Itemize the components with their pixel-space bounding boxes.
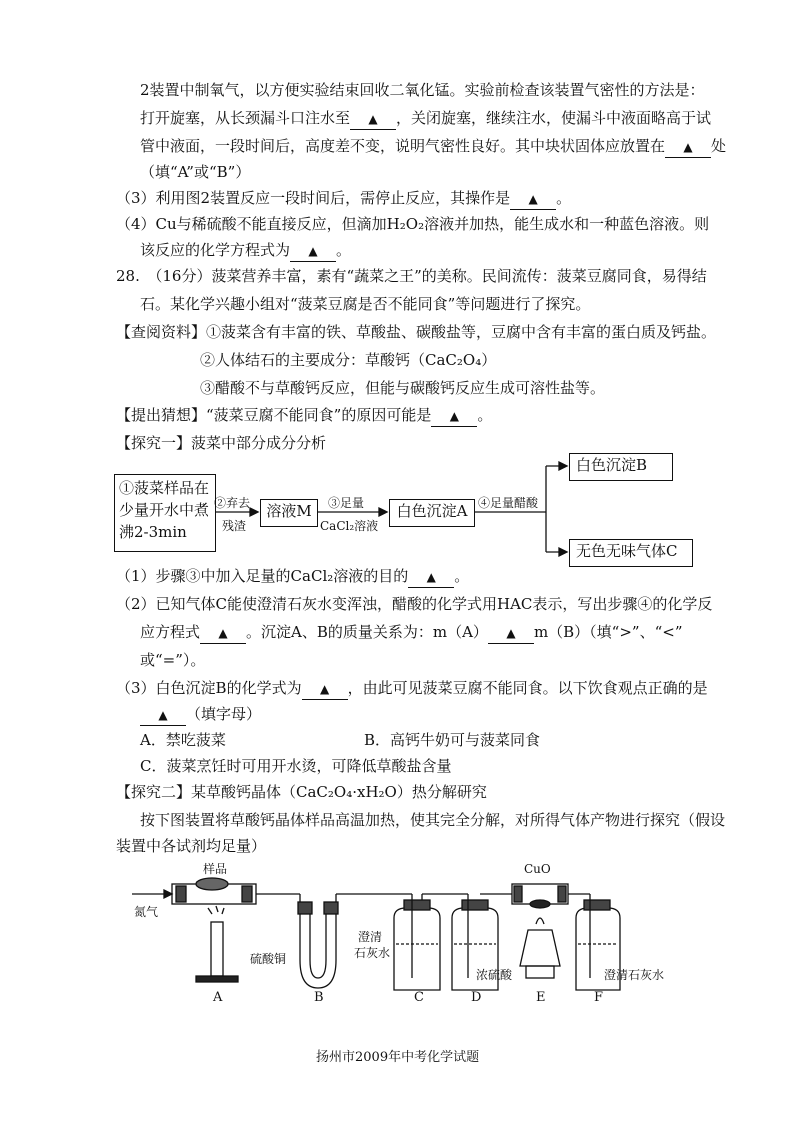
label-nitrogen: 氮气 xyxy=(134,905,159,919)
option-a: A．禁吃菠菜 xyxy=(140,731,226,749)
text-line: （填“A”或“B”） xyxy=(140,163,251,181)
text-line: 2装置中制氧气，以方便实验结束回收二氧化锰。实验前检查该装置气密性的方法是： xyxy=(140,81,705,99)
text-line: （3）利用图2装置反应一段时间后，需停止反应，其操作是 ▲ 。 xyxy=(116,188,571,210)
text-line: 按下图装置将草酸钙晶体样品高温加热，使其完全分解，对所得气体产物进行探究（假设 xyxy=(140,811,726,829)
answer-blank[interactable]: ▲ xyxy=(290,240,336,262)
flow-precipitate-a: 白色沉淀A xyxy=(389,499,475,527)
option-b: B．高钙牛奶可与菠菜同食 xyxy=(364,731,541,749)
label-cuo: CuO xyxy=(524,862,551,876)
text-line: 该反应的化学方程式为 ▲ 。 xyxy=(140,240,351,262)
label-cuso4: 硫酸铜 xyxy=(250,952,287,966)
text-line: 或“=”）。 xyxy=(140,651,206,669)
answer-blank[interactable]: ▲ xyxy=(408,566,454,588)
text-line: （3）白色沉淀B的化学式为 ▲ ，由此可见菠菜豆腐不能同食。以下饮食观点正确的是 xyxy=(116,678,708,700)
label-sample: 样品 xyxy=(203,862,228,876)
flow-solution-m: 溶液M xyxy=(260,499,318,527)
flow-label: CaCl₂溶液 xyxy=(320,519,379,533)
text-line: （1）步骤③中加入足量的CaCl₂溶液的目的 ▲ 。 xyxy=(116,566,469,588)
text-line: 【提出猜想】“菠菜豆腐不能同食”的原因可能是 ▲ 。 xyxy=(116,405,492,427)
text-line: 石。某化学兴趣小组对“菠菜豆腐是否不能同食”等问题进行了探究。 xyxy=(140,295,591,313)
text-line: 装置中各试剂均足量） xyxy=(116,837,267,855)
section-heading: 【探究二】某草酸钙晶体（CaC₂O₄·xH₂O）热分解研究 xyxy=(116,783,487,801)
flow-gas-c: 无色无味气体C xyxy=(569,539,693,567)
text-line: 【查阅资料】①菠菜含有丰富的铁、草酸盐、碳酸盐等，豆腐中含有丰富的蛋白质及钙盐。 xyxy=(116,323,717,341)
apparatus-label-a: A xyxy=(213,990,223,1005)
option-c: C．菠菜烹饪时可用开水烫，可降低草酸盐含量 xyxy=(140,757,452,775)
answer-blank[interactable]: ▲ xyxy=(350,108,396,130)
apparatus-label-f: F xyxy=(594,990,604,1005)
answer-blank[interactable]: ▲ xyxy=(488,622,534,644)
text-line: （2）已知气体C能使澄清石灰水变浑浊，醋酸的化学式用HAC表示，写出步骤④的化学反 xyxy=(116,595,713,613)
apparatus-label-c: C xyxy=(414,990,424,1005)
text-line: 打开旋塞，从长颈漏斗口注水至 ▲ ，关闭旋塞，继续注水，使漏斗中液面略高于试 xyxy=(140,108,711,130)
text-line: ②人体结石的主要成分：草酸钙（CaC₂O₄） xyxy=(200,351,497,369)
text-line: 应方程式 ▲ 。沉淀A、B的质量关系为：m（A） ▲ m（B）（填“>”、“<” xyxy=(140,622,683,644)
label-limewater: 石灰水 xyxy=(354,946,391,960)
text-line: （4）Cu与稀硫酸不能直接反应，但滴加H₂O₂溶液并加热，能生成水和一种蓝色溶液。则 xyxy=(116,215,710,233)
page-footer: 扬州市2009年中考化学试题 xyxy=(316,1050,480,1065)
answer-blank[interactable]: ▲ xyxy=(510,188,556,210)
answer-blank[interactable]: ▲ xyxy=(140,704,186,726)
flow-start-box: ①菠菜样品在少量开水中煮沸2-3min xyxy=(114,474,216,552)
answer-blank[interactable]: ▲ xyxy=(200,622,246,644)
apparatus-label-e: E xyxy=(536,990,546,1005)
answer-blank[interactable]: ▲ xyxy=(431,405,477,427)
flow-label: ④足量醋酸 xyxy=(478,496,539,510)
label-limewater: 澄清 xyxy=(358,930,383,944)
question-28: 28. （16分）菠菜营养丰富，素有“蔬菜之王”的美称。民间流传：菠菜豆腐同食，易得结 xyxy=(116,267,707,285)
flow-label: ②弃去 xyxy=(214,496,251,510)
flow-precipitate-b: 白色沉淀B xyxy=(569,453,673,481)
flow-label: 残渣 xyxy=(222,519,247,533)
section-heading: 【探究一】菠菜中部分成分分析 xyxy=(116,434,327,452)
answer-blank[interactable]: ▲ xyxy=(302,678,348,700)
apparatus-label-d: D xyxy=(471,990,482,1005)
label-limewater2: 澄清石灰水 xyxy=(604,968,665,982)
answer-blank[interactable]: ▲ xyxy=(665,136,711,158)
text-line: ③醋酸不与草酸钙反应，但能与碳酸钙反应生成可溶性盐等。 xyxy=(200,379,606,397)
apparatus-label-b: B xyxy=(314,990,324,1005)
label-h2so4: 浓硫酸 xyxy=(476,968,513,982)
text-line: ▲ （填字母） xyxy=(140,704,261,726)
flow-label: ③足量 xyxy=(328,496,365,510)
text-line: 管中液面，一段时间后，高度差不变，说明气密性良好。其中块状固体应放置在 ▲ 处 xyxy=(140,136,726,158)
